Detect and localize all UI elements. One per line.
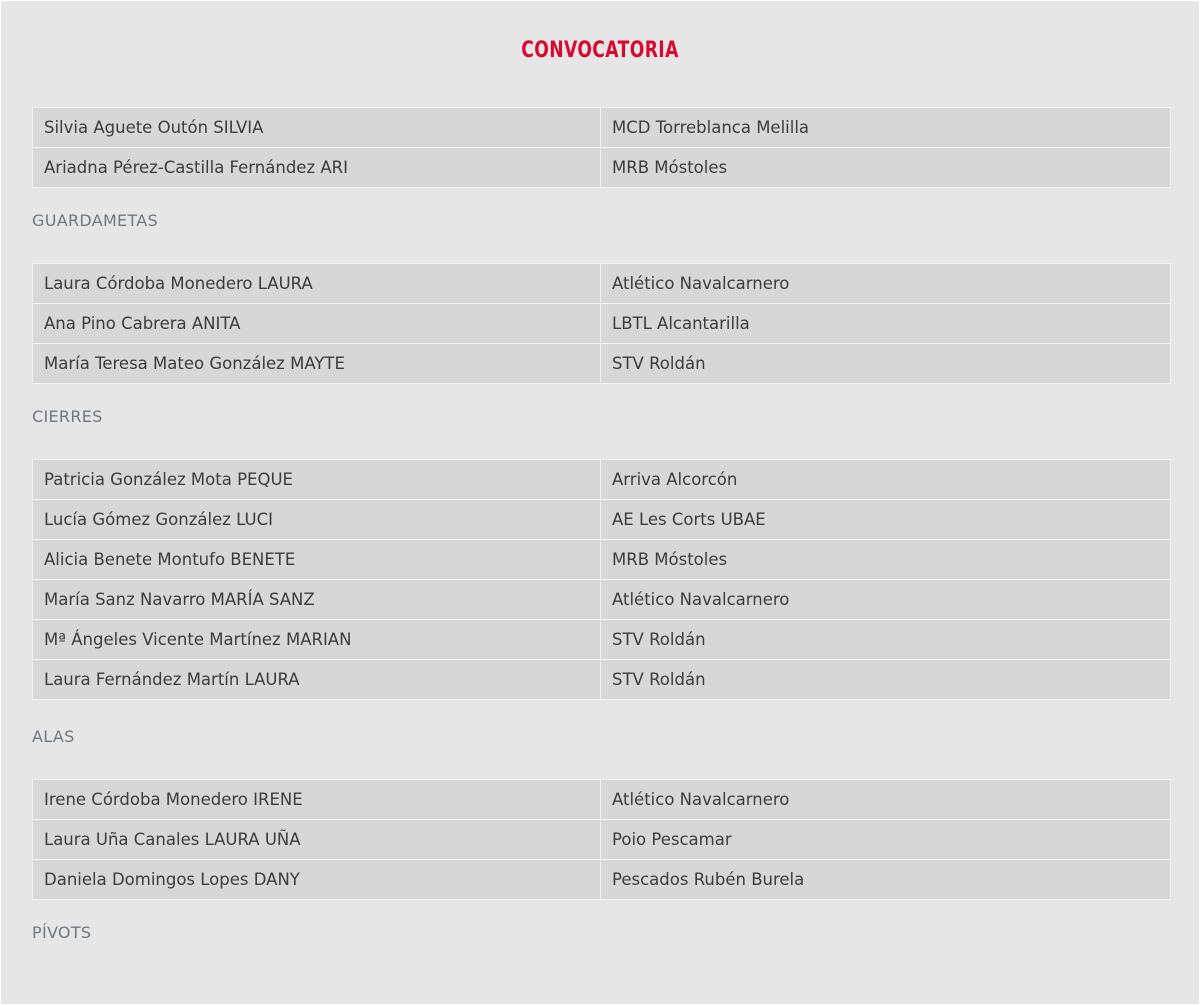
player-club: MRB Móstoles (601, 148, 1171, 188)
player-club: STV Roldán (601, 620, 1171, 660)
table-row (33, 264, 1171, 304)
table-row (33, 540, 1171, 580)
player-name: Ana Pino Cabrera ANITA (33, 304, 601, 344)
table-row (33, 460, 1171, 500)
table-row (33, 500, 1171, 540)
table-row (33, 660, 1171, 700)
table-row (33, 620, 1171, 660)
table-row (33, 820, 1171, 860)
player-name: Laura Uña Canales LAURA UÑA (33, 820, 601, 860)
player-name: Mª Ángeles Vicente Martínez MARIAN (33, 620, 601, 660)
player-name: Silvia Aguete Outón SILVIA (33, 108, 601, 148)
player-club: Atlético Navalcarnero (601, 580, 1171, 620)
player-name: Lucía Gómez González LUCI (33, 500, 601, 540)
convocatoria-panel (1, 1, 1199, 1004)
player-name: Patricia González Mota PEQUE (33, 460, 601, 500)
player-club: STV Roldán (601, 344, 1171, 384)
page-title: CONVOCATORIA (521, 38, 679, 63)
roster-table-cierres (32, 263, 1170, 384)
player-club: Atlético Navalcarnero (601, 264, 1171, 304)
player-name: Daniela Domingos Lopes DANY (33, 860, 601, 900)
player-name: Ariadna Pérez-Castilla Fernández ARI (33, 148, 601, 188)
player-club: MRB Móstoles (601, 540, 1171, 580)
section-label-alas: ALAS (32, 727, 75, 746)
player-club: Pescados Rubén Burela (601, 860, 1171, 900)
player-name: Alicia Benete Montufo BENETE (33, 540, 601, 580)
roster-table-alas (32, 459, 1170, 700)
player-club: STV Roldán (601, 660, 1171, 700)
player-club: AE Les Corts UBAE (601, 500, 1171, 540)
section-label-pivots: PÍVOTS (32, 923, 92, 942)
table-row (33, 780, 1171, 820)
table-row (33, 304, 1171, 344)
player-club: MCD Torreblanca Melilla (601, 108, 1171, 148)
table-row (33, 860, 1171, 900)
table-row (33, 108, 1171, 148)
player-club: Poio Pescamar (601, 820, 1171, 860)
section-label-cierres: CIERRES (32, 407, 103, 426)
player-club: LBTL Alcantarilla (601, 304, 1171, 344)
table-row (33, 344, 1171, 384)
player-club: Arriva Alcorcón (601, 460, 1171, 500)
roster-table-guardametas (32, 107, 1170, 188)
table-row (33, 580, 1171, 620)
roster-table-pivots (32, 779, 1170, 900)
section-label-guardametas: GUARDAMETAS (32, 211, 159, 230)
player-club: Atlético Navalcarnero (601, 780, 1171, 820)
player-name: Laura Córdoba Monedero LAURA (33, 264, 601, 304)
player-name: María Sanz Navarro MARÍA SANZ (33, 580, 601, 620)
player-name: María Teresa Mateo González MAYTE (33, 344, 601, 384)
player-name: Irene Córdoba Monedero IRENE (33, 780, 601, 820)
table-row (33, 148, 1171, 188)
player-name: Laura Fernández Martín LAURA (33, 660, 601, 700)
